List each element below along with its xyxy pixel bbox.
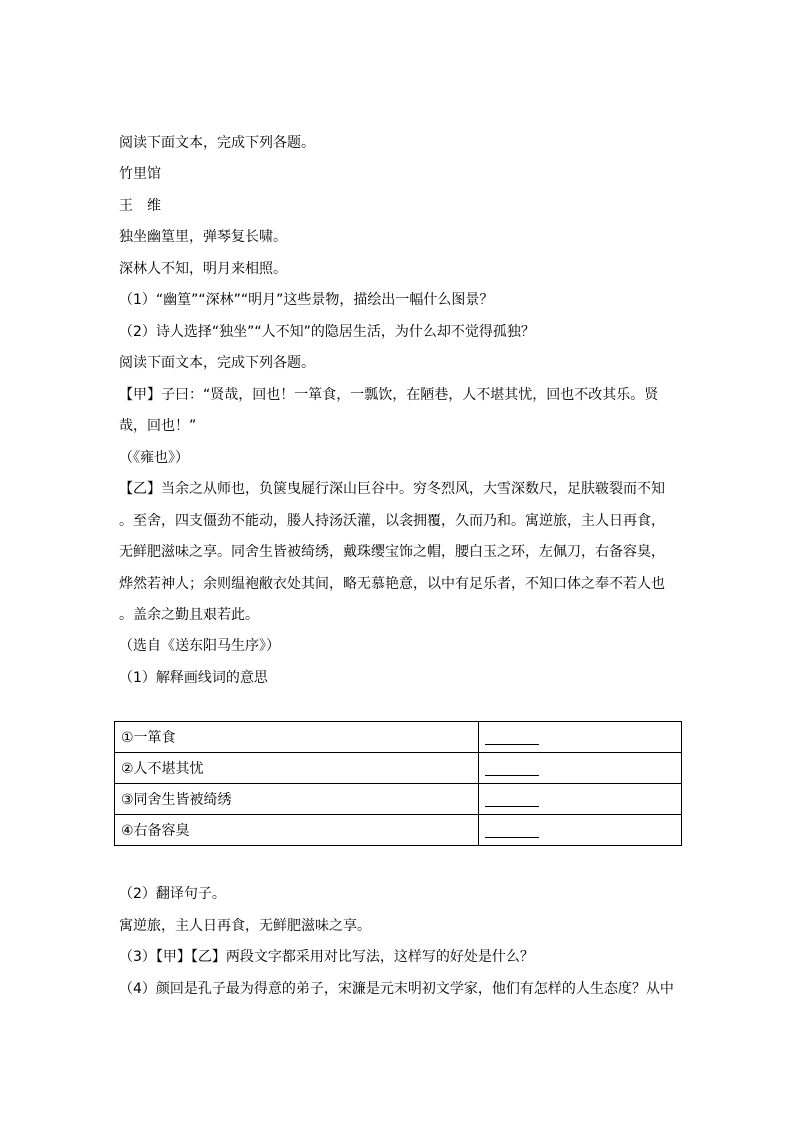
passage-yi-source: （选自《送东阳马生序》） bbox=[119, 638, 280, 654]
answer-blank[interactable] bbox=[485, 792, 539, 807]
table-cell-answer[interactable] bbox=[479, 784, 682, 815]
question-life-attitude: （4）颜回是孔子最为得意的弟子，宋濂是元末明初文学家，他们有怎样的人生态度？从中 bbox=[119, 981, 674, 997]
passage-jia-source: （《雍也》） bbox=[119, 450, 189, 466]
poem-author: 王 维 bbox=[119, 198, 161, 214]
table-cell-word: ④右备容臭 bbox=[115, 815, 479, 846]
vocabulary-table bbox=[114, 721, 682, 846]
table-cell-answer[interactable] bbox=[479, 753, 682, 784]
question-explain-words: （1）解释画线词的意思 bbox=[119, 670, 268, 686]
passage-yi-line-3: 无鲜肥滋味之享。同舍生皆被绮绣，戴珠缨宝饰之帽，腰白玉之环，左佩刀，右备容臭， bbox=[119, 544, 665, 560]
reading-instruction-2: 阅读下面文本，完成下列各题。 bbox=[119, 355, 315, 371]
question-contrast: （3）【甲】【乙】两段文字都采用对比写法，这样写的好处是什么？ bbox=[119, 949, 534, 965]
answer-blank[interactable] bbox=[485, 823, 539, 838]
passage-yi-line-5: 。盖余之勤且艰若此。 bbox=[119, 607, 259, 623]
passage-yi-line-4: 烨然若神人；余则缊袍敝衣处其间，略无慕艳意，以中有足乐者，不知口体之奉不若人也 bbox=[119, 576, 665, 592]
table-cell-answer[interactable] bbox=[479, 815, 682, 846]
passage-jia-line-1: 【甲】子曰：“贤哉，回也！一箪食，一瓢饮，在陋巷，人不堪其忧，回也不改其乐。贤 bbox=[119, 387, 659, 403]
passage-yi-line-1: 【乙】当余之从师也，负箧曳屣行深山巨谷中。穷冬烈风，大雪深数尺，足肤皲裂而不知 bbox=[119, 481, 665, 497]
poem-line-2: 深林人不知，明月来相照。 bbox=[119, 261, 287, 277]
poem-question-2: （2）诗人选择“独坐”“人不知”的隐居生活，为什么却不觉得孤独？ bbox=[119, 324, 535, 340]
table-cell-word: ②人不堪其忧 bbox=[115, 753, 479, 784]
answer-blank[interactable] bbox=[485, 761, 539, 776]
passage-yi-line-2: 。至舍，四支僵劲不能动，媵人持汤沃灌，以衾拥覆，久而乃和。寓逆旅，主人日再食， bbox=[119, 513, 665, 529]
table-row bbox=[115, 815, 682, 846]
table-row bbox=[115, 784, 682, 815]
passage-jia-line-2: 哉，回也！” bbox=[119, 418, 197, 434]
answer-blank[interactable] bbox=[485, 730, 539, 745]
table-cell-word: ③同舍生皆被绮绣 bbox=[115, 784, 479, 815]
table-row bbox=[115, 753, 682, 784]
poem-line-1: 独坐幽篁里，弹琴复长啸。 bbox=[119, 229, 287, 245]
table-cell-answer[interactable] bbox=[479, 722, 682, 753]
translate-sentence: 寓逆旅，主人日再食，无鲜肥滋味之享。 bbox=[119, 918, 371, 934]
reading-instruction-1: 阅读下面文本，完成下列各题。 bbox=[119, 135, 315, 151]
table-row bbox=[115, 722, 682, 753]
poem-question-1: （1）“幽篁”“深林”“明月”这些景物，描绘出一幅什么图景？ bbox=[119, 292, 494, 308]
table-cell-word: ①一箪食 bbox=[115, 722, 479, 753]
poem-title: 竹里馆 bbox=[119, 166, 161, 182]
question-translate: （2）翻译句子。 bbox=[119, 886, 226, 902]
